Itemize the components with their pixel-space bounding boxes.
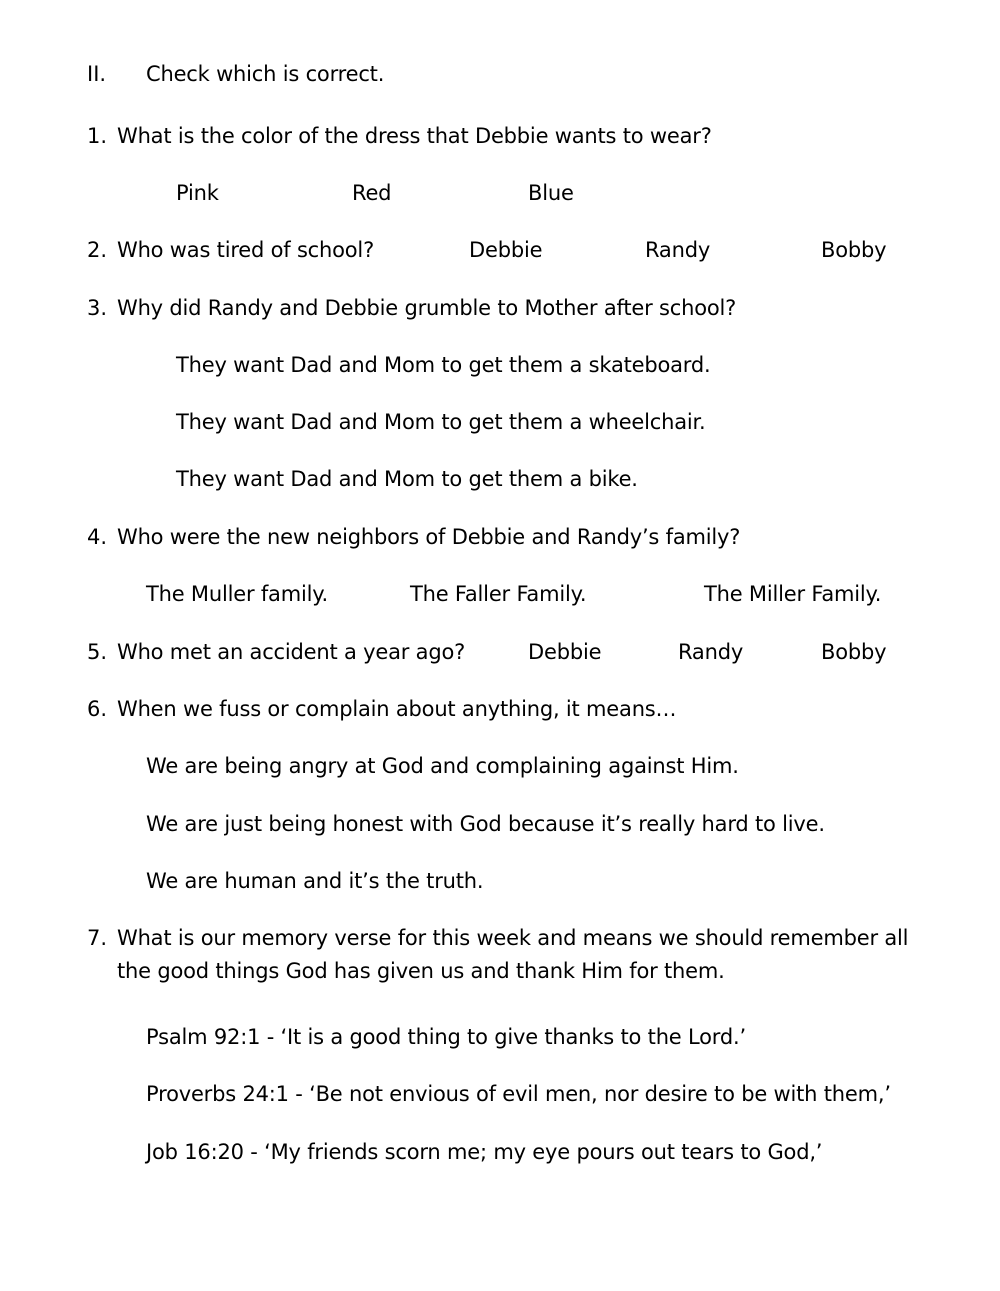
question-4-option-1[interactable]: The Muller family. [146, 582, 328, 606]
question-3-number: 3. [87, 296, 108, 320]
question-5-number: 5. [87, 640, 108, 664]
question-5-option-3[interactable]: Bobby [821, 640, 887, 664]
question-2-option-3[interactable]: Bobby [821, 238, 887, 262]
question-6-option-3[interactable]: We are human and it’s the truth. [146, 869, 484, 893]
question-1-option-3[interactable]: Blue [528, 181, 574, 205]
question-4-text: Who were the new neighbors of Debbie and Randy’s family? [117, 525, 741, 549]
question-7-option-2[interactable]: Proverbs 24:1 - ‘Be not envious of evil men, nor desire to be with them,’ [146, 1082, 891, 1106]
question-4-option-2[interactable]: The Faller Family. [410, 582, 587, 606]
question-1-number: 1. [87, 124, 108, 148]
question-1-option-1[interactable]: Pink [176, 181, 219, 205]
question-2-option-1[interactable]: Debbie [469, 238, 543, 262]
question-2-text: Who was tired of school? [117, 238, 375, 262]
question-6-option-2[interactable]: We are just being honest with God because it’s really hard to live. [146, 812, 825, 836]
question-2-number: 2. [87, 238, 108, 262]
question-6-number: 6. [87, 697, 108, 721]
question-5-text: Who met an accident a year ago? [117, 640, 466, 664]
question-7-number: 7. [87, 926, 108, 950]
question-6-text: When we fuss or complain about anything, it means… [117, 697, 677, 721]
question-3-text: Why did Randy and Debbie grumble to Mother after school? [117, 296, 737, 320]
question-7-text-line-2: the good things God has given us and thank Him for them. [117, 959, 725, 983]
question-5-option-1[interactable]: Debbie [528, 640, 602, 664]
question-5-option-2[interactable]: Randy [678, 640, 744, 664]
question-1-option-2[interactable]: Red [352, 181, 392, 205]
question-7-text-line-1: What is our memory verse for this week and means we should remember all [117, 926, 909, 950]
question-1-text: What is the color of the dress that Debbie wants to wear? [117, 124, 712, 148]
question-7-option-3[interactable]: Job 16:20 - ‘My friends scorn me; my eye pours out tears to God,’ [146, 1140, 823, 1164]
section-numeral: II. [87, 62, 107, 86]
question-3-option-2[interactable]: They want Dad and Mom to get them a wheelchair. [176, 410, 706, 434]
section-title: Check which is correct. [146, 62, 385, 86]
question-3-option-3[interactable]: They want Dad and Mom to get them a bike. [176, 467, 638, 491]
question-2-option-2[interactable]: Randy [645, 238, 711, 262]
question-7-option-1[interactable]: Psalm 92:1 - ‘It is a good thing to give thanks to the Lord.’ [146, 1025, 746, 1049]
question-4-option-3[interactable]: The Miller Family. [704, 582, 882, 606]
question-4-number: 4. [87, 525, 108, 549]
question-6-option-1[interactable]: We are being angry at God and complaining against Him. [146, 754, 739, 778]
question-3-option-1[interactable]: They want Dad and Mom to get them a skateboard. [176, 353, 711, 377]
